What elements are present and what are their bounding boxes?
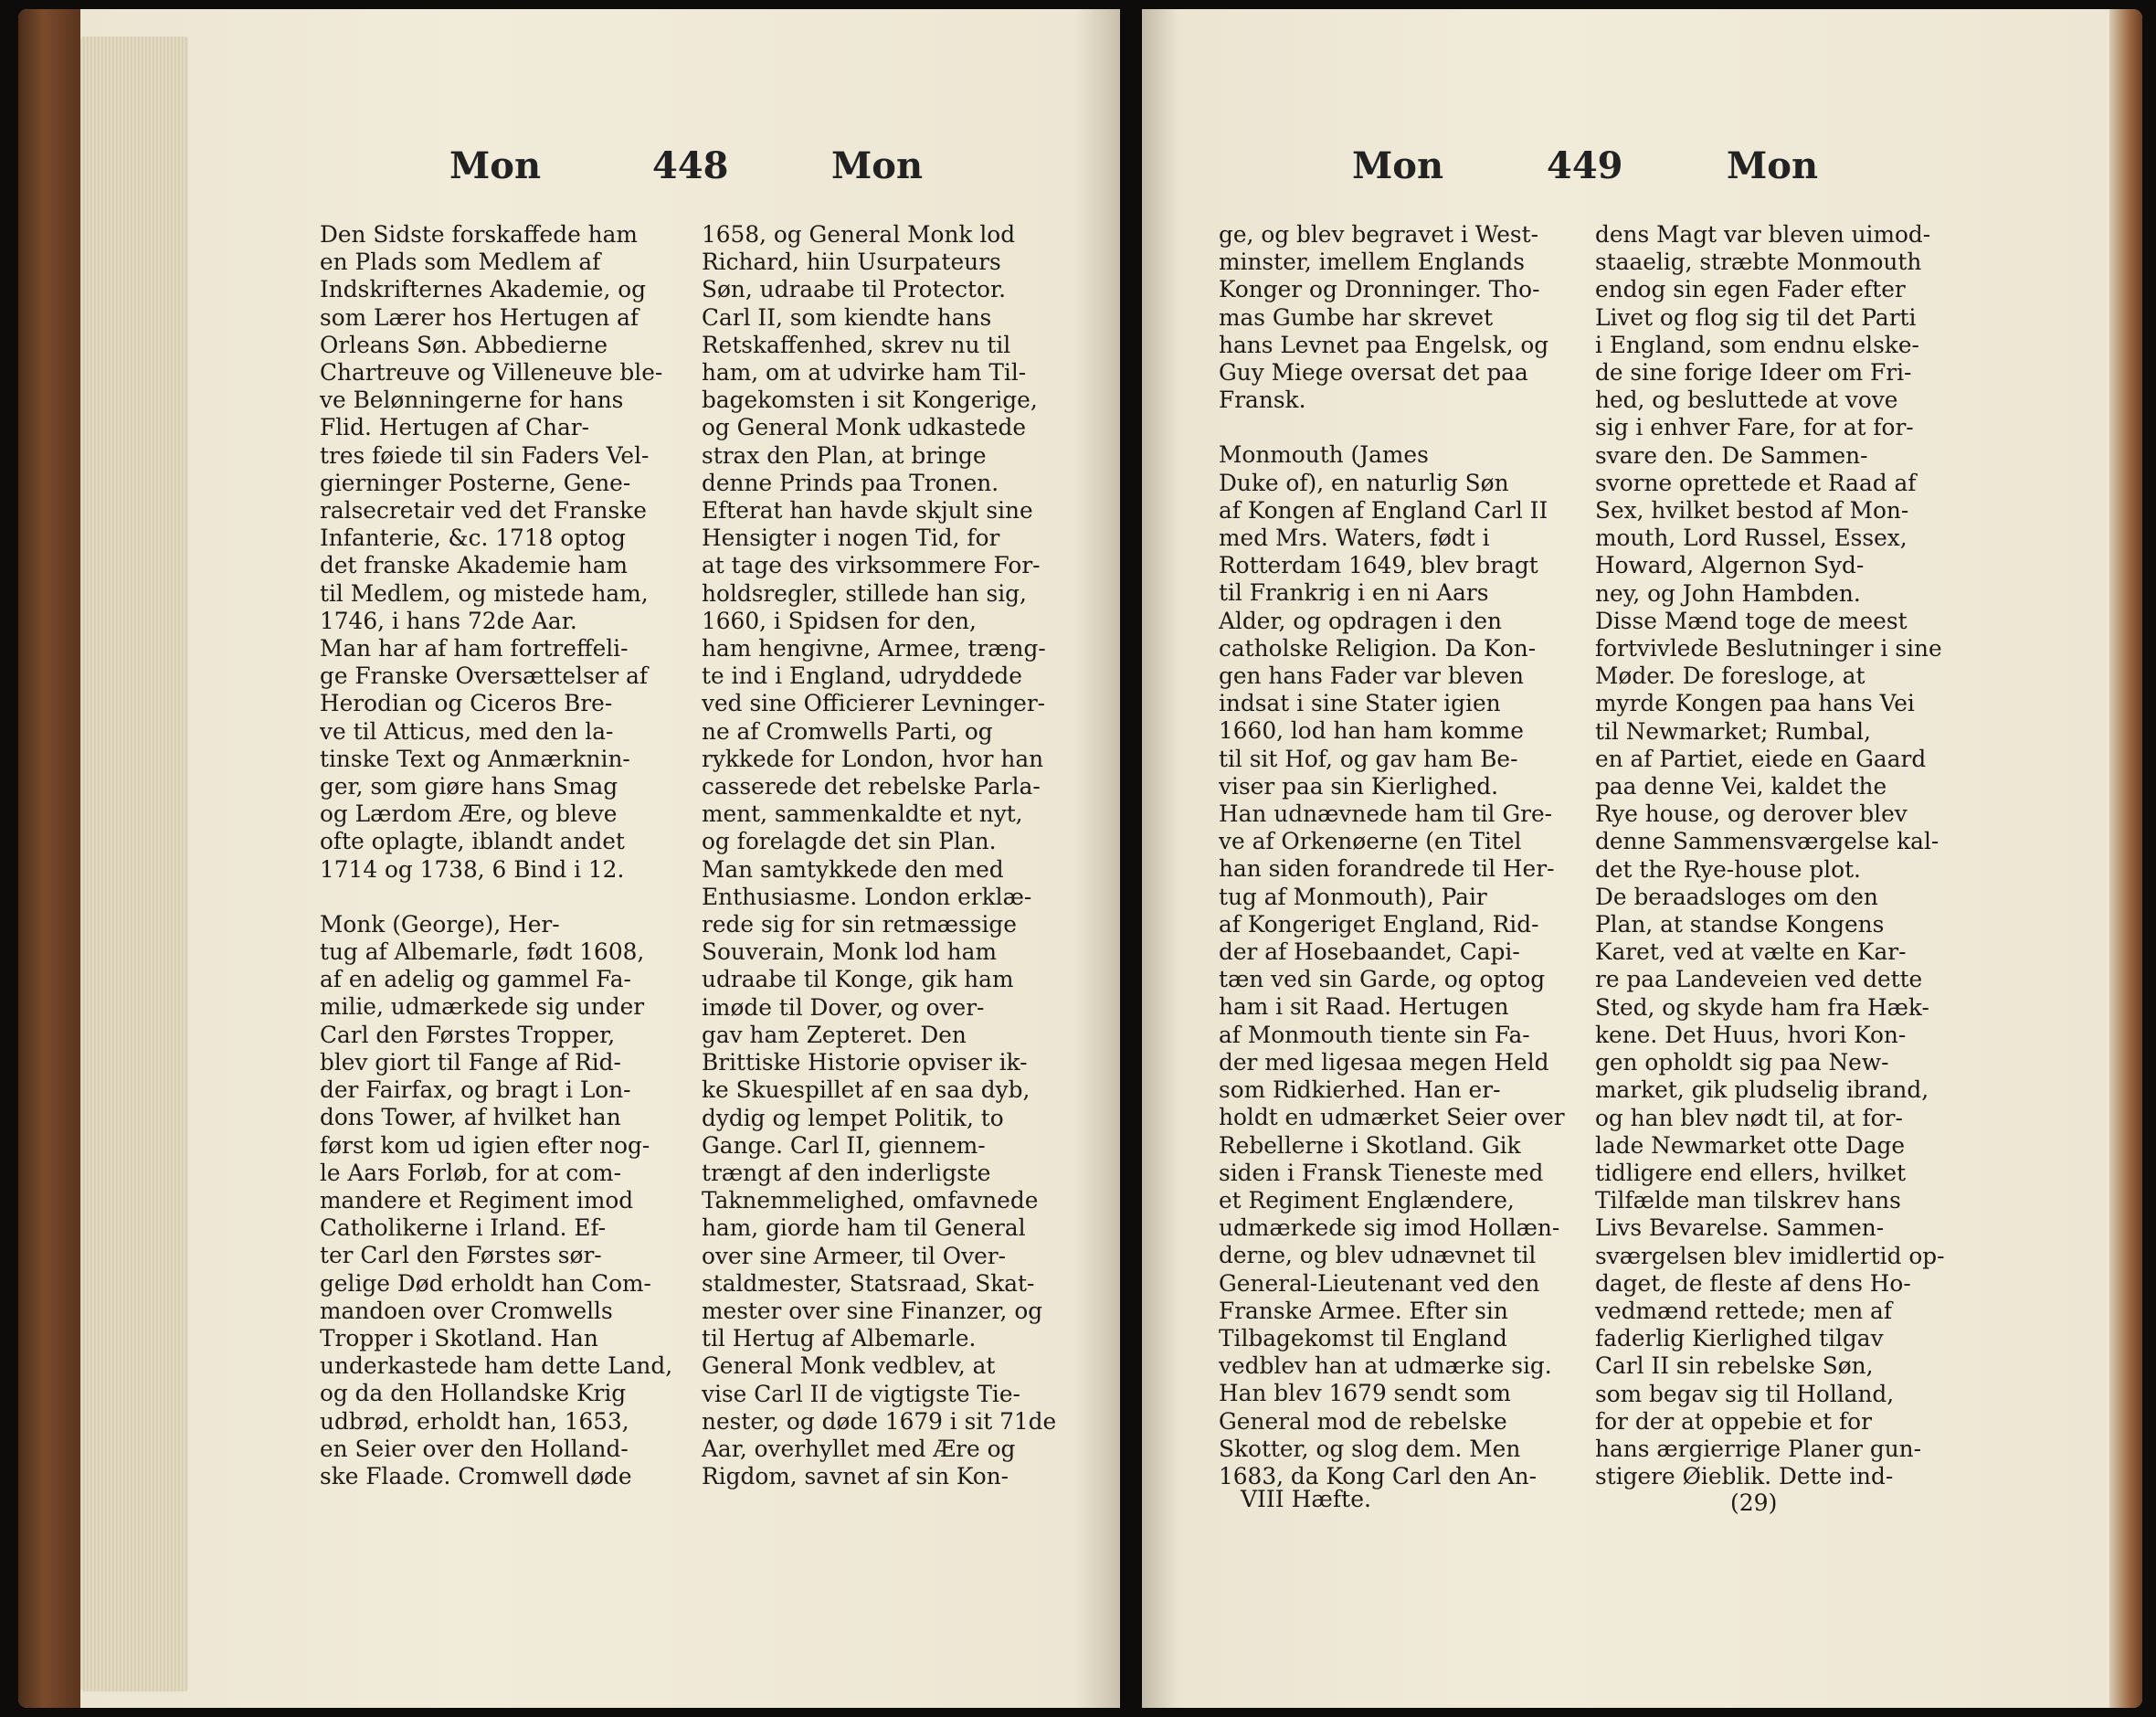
text-line: daget, de fleste af dens Ho- [1595, 1269, 1911, 1297]
text-line: Rigdom, savnet af sin Kon- [702, 1463, 1009, 1490]
text-line: en Seier over den Holland- [320, 1435, 629, 1462]
left-page-column-2 [702, 221, 1056, 1490]
text-line: 1683, da Kong Carl den An- [1219, 1462, 1538, 1489]
text-line: en Plads som Medlem af [320, 249, 601, 276]
text-line: siden i Fransk Tieneste med [1219, 1159, 1544, 1186]
text-line: paa denne Vei, kaldet the [1595, 773, 1887, 800]
text-line: Hensigter i nogen Tid, for [702, 525, 1000, 552]
text-line: milie, udmærkede sig under [320, 993, 645, 1021]
right-running-header [1142, 144, 2142, 199]
text-line: hans ærgierrige Planer gun- [1595, 1435, 1922, 1462]
text-line: som begav sig til Holland, [1595, 1380, 1895, 1407]
text-line: re paa Landeveien ved dette [1595, 966, 1923, 993]
text-line: ham, giorde ham til General [702, 1214, 1026, 1242]
text-line: Carl II sin rebelske Søn, [1595, 1352, 1874, 1380]
text-line: Howard, Algernon Syd- [1595, 552, 1865, 579]
text-line: indsat i sine Stater igien [1219, 690, 1501, 717]
text-line: Han udnævnede ham til Gre- [1219, 800, 1553, 828]
text-line: General mod de rebelske [1219, 1407, 1507, 1435]
text-line: mandere et Regiment imod [320, 1186, 634, 1214]
text-line: ve Belønningerne for hans [320, 387, 624, 414]
text-line: Rotterdam 1649, blev bragt [1219, 552, 1538, 579]
page-edges [80, 37, 188, 1691]
text-line: trængt af den inderligste [702, 1159, 991, 1186]
text-line: Man samtykkede den med [702, 855, 1004, 883]
text-line: af Kongeriget England, Rid- [1219, 910, 1539, 938]
text-line: mandoen over Cromwells [320, 1297, 613, 1324]
text-line: kene. Det Huus, hvori Kon- [1595, 1021, 1907, 1048]
text-line: fortvivlede Beslutninger i sine [1595, 635, 1942, 662]
text-line: ge Franske Oversættelser af [320, 662, 649, 690]
text-line: tug af Albemarle, født 1608, [320, 938, 645, 966]
leather-cover-right [2109, 9, 2142, 1708]
text-line: ham hengivne, Armee, træng- [702, 635, 1046, 662]
text-line: General Monk vedblev, at [702, 1352, 996, 1380]
text-line: de sine forige Ideer om Fri- [1595, 359, 1912, 387]
text-line: Rebellerne i Skotland. Gik [1219, 1131, 1521, 1159]
text-line: derne, og blev udnævnet til [1219, 1242, 1537, 1269]
text-line: Tilfælde man tilskrev hans [1595, 1187, 1901, 1214]
text-line: Infanterie, &c. 1718 optog [320, 525, 626, 552]
text-line: ke Skuespillet af en saa dyb, [702, 1076, 1030, 1104]
text-line: over sine Armeer, til Over- [702, 1242, 1007, 1269]
text-line: som Lærer hos Hertugen af [320, 303, 639, 331]
text-line: gelige Død erholdt han Com- [320, 1269, 651, 1297]
text-line: Brittiske Historie opviser ik- [702, 1049, 1028, 1076]
text-line: market, gik pludselig ibrand, [1595, 1076, 1929, 1104]
text-line: og forelagde det sin Plan. [702, 828, 997, 855]
gutter-shadow-right [1142, 9, 1178, 1708]
text-line: udmærkede sig imod Hollæn- [1219, 1214, 1560, 1242]
right-page [1142, 9, 2142, 1708]
text-line: lade Newmarket otte Dage [1595, 1131, 1906, 1159]
text-line: Møder. De foresloge, at [1595, 662, 1865, 690]
text-line: Carl II, som kiendte hans [702, 303, 992, 331]
gutter-shadow-left [1074, 9, 1120, 1708]
text-line: ge, og blev begravet i West- [1219, 221, 1538, 248]
text-line: en af Partiet, eiede en Gaard [1595, 745, 1927, 772]
text-line: ske Flaade. Cromwell døde [320, 1462, 632, 1489]
text-line: Aar, overhyllet med Ære og [702, 1435, 1016, 1462]
text-line: denne Sammensværgelse kal- [1595, 828, 1939, 855]
text-line: ved sine Officierer Levninger- [702, 690, 1046, 717]
text-line: Fransk. [1219, 387, 1306, 414]
text-line: Livet og flog sig til det Parti [1595, 303, 1917, 331]
text-line: Søn, udraabe til Protector. [702, 276, 1006, 303]
text-line: Man har af ham fortreffeli- [320, 635, 629, 662]
text-line: 1714 og 1738, 6 Bind i 12. [320, 855, 625, 883]
text-line: tidligere end ellers, hvilket [1595, 1159, 1907, 1186]
text-line [1219, 414, 1565, 441]
text-line: rykkede for London, hvor han [702, 745, 1044, 772]
text-line: Efterat han havde skjult sine [702, 497, 1033, 525]
text-line: staaelig, stræbte Monmouth [1595, 249, 1922, 276]
left-page-column-1 [320, 221, 672, 1490]
left-header-keyword-right: Mon [831, 144, 924, 187]
text-line: til Frankrig i en ni Aars [1219, 579, 1489, 607]
text-line: Herodian og Ciceros Bre- [320, 690, 613, 717]
right-page-number: 449 [1547, 144, 1623, 187]
text-line: Taknemmelighed, omfavnede [702, 1187, 1039, 1214]
text-line: tug af Monmouth), Pair [1219, 883, 1487, 910]
text-line: Monk (George), Her- [320, 910, 560, 938]
text-line: Flid. Hertugen af Char- [320, 414, 589, 441]
text-line: nester, og døde 1679 i sit 71de [702, 1407, 1057, 1435]
text-line: Konger og Dronninger. Tho- [1219, 276, 1540, 303]
text-line: denne Prinds paa Tronen. [702, 469, 999, 496]
text-line: casserede det rebelske Parla- [702, 773, 1041, 800]
text-line: gen hans Fader var bleven [1219, 662, 1524, 690]
text-line: ve af Orkenøerne (en Titel [1219, 828, 1522, 855]
text-line: vedblev han at udmærke sig. [1219, 1352, 1552, 1380]
text-line: Tropper i Skotland. Han [320, 1324, 598, 1351]
text-line: til Newmarket; Rumbal, [1595, 717, 1871, 745]
text-line: ham i sit Raad. Hertugen [1219, 993, 1509, 1021]
text-line: i England, som endnu elske- [1595, 331, 1919, 358]
text-line: blev giort til Fange af Rid- [320, 1048, 621, 1076]
text-line: Franske Armee. Efter sin [1219, 1297, 1508, 1324]
text-line: svorne oprettede et Raad af [1595, 469, 1917, 496]
text-line: tinske Text og Anmærknin- [320, 745, 630, 772]
text-line: Souverain, Monk lod ham [702, 938, 997, 966]
text-line: Tilbagekomst til England [1219, 1324, 1507, 1351]
text-line: ger, som giøre hans Smag [320, 773, 618, 800]
text-line: viser paa sin Kierlighed. [1219, 772, 1499, 800]
text-line: gierninger Posterne, Gene- [320, 469, 631, 496]
text-line: at tage des virksommere For- [702, 552, 1041, 579]
text-line: det the Rye-house plot. [1595, 855, 1861, 883]
text-line: Den Sidste forskaffede ham [320, 221, 638, 248]
leather-cover-left [18, 9, 80, 1708]
text-line: Retskaffenhed, skrev nu til [702, 331, 1011, 358]
text-line: gav ham Zepteret. Den [702, 1021, 967, 1048]
text-line: der Fairfax, og bragt i Lon- [320, 1076, 631, 1104]
text-line: Monmouth (James [1219, 441, 1429, 469]
text-line: hed, og besluttede at vove [1595, 387, 1898, 414]
text-line: vise Carl II de vigtigste Tie- [702, 1380, 1020, 1407]
text-line: ne af Cromwells Parti, og [702, 717, 993, 745]
text-line: stigere Øieblik. Dette ind- [1595, 1463, 1894, 1490]
text-line: myrde Kongen paa hans Vei [1595, 690, 1915, 717]
text-line: holdsregler, stillede han sig, [702, 579, 1027, 607]
signature-mark: VIII Hæfte. [1241, 1486, 1371, 1512]
text-line: og General Monk udkastede [702, 414, 1027, 441]
text-line: vedmænd rettede; men af [1595, 1297, 1893, 1324]
text-line: af en adelig og gammel Fa- [320, 966, 631, 993]
text-line: ment, sammenkaldte et nyt, [702, 800, 1023, 828]
text-line: Guy Miege oversat det paa [1219, 359, 1528, 387]
text-line: og da den Hollandske Krig [320, 1380, 627, 1407]
sheet-number: (29) [1730, 1489, 1778, 1516]
left-header-keyword-left: Mon [449, 144, 542, 187]
text-line: Duke of), en naturlig Søn [1219, 469, 1509, 496]
text-line: 1660, i Spidsen for den, [702, 607, 977, 634]
text-line: Alder, og opdragen i den [1219, 607, 1503, 634]
text-line: som Ridkierhed. Han er- [1219, 1076, 1501, 1104]
text-line: Carl den Førstes Tropper, [320, 1021, 616, 1048]
left-page-number: 448 [652, 144, 729, 187]
text-line: endog sin egen Fader efter [1595, 276, 1906, 303]
text-line: til Hertug af Albemarle. [702, 1325, 977, 1352]
text-line: mas Gumbe har skrevet [1219, 303, 1494, 331]
text-line: Catholikerne i Irland. Ef- [320, 1214, 607, 1242]
text-line: ham, om at udvirke ham Til- [702, 359, 1027, 387]
text-line: Livs Bevarelse. Sammen- [1595, 1214, 1885, 1242]
text-line: Han blev 1679 sendt som [1219, 1380, 1511, 1407]
text-line: De beraadsloges om den [1595, 883, 1878, 910]
text-line: catholske Religion. Da Kon- [1219, 634, 1537, 662]
text-line: til sit Hof, og gav ham Be- [1219, 745, 1518, 772]
text-line: strax den Plan, at bringe [702, 441, 987, 469]
text-line: dydig og lempet Politik, to [702, 1104, 1004, 1131]
text-line: underkastede ham dette Land, [320, 1352, 673, 1380]
text-line: faderlig Kierlighed tilgav [1595, 1325, 1884, 1352]
right-page-column-1 [1219, 221, 1565, 1490]
text-line: bagekomsten i sit Kongerige, [702, 387, 1038, 414]
text-line: gen opholdt sig paa New- [1595, 1049, 1889, 1076]
text-line: hans Levnet paa Engelsk, og [1219, 331, 1549, 358]
text-line: og han blev nødt til, at for- [1595, 1104, 1903, 1131]
text-line: og Lærdom Ære, og bleve [320, 800, 618, 828]
text-line: han siden forandrede til Her- [1219, 855, 1555, 883]
text-line: holdt en udmærket Seier over [1219, 1104, 1565, 1131]
text-line: mouth, Lord Russel, Essex, [1595, 525, 1908, 552]
text-line: svare den. De Sammen- [1595, 441, 1868, 469]
text-line: udraabe til Konge, gik ham [702, 966, 1014, 993]
text-line: 1746, i hans 72de Aar. [320, 607, 577, 634]
text-line: General-Lieutenant ved den [1219, 1269, 1540, 1297]
text-line: le Aars Forløb, for at com- [320, 1159, 621, 1186]
text-line: for der at oppebie et for [1595, 1407, 1872, 1435]
text-line: sværgelsen blev imidlertid op- [1595, 1242, 1945, 1269]
text-line: staldmester, Statsraad, Skat- [702, 1269, 1035, 1297]
text-line: Karet, ved at vælte en Kar- [1595, 938, 1907, 966]
text-line: et Regiment Englændere, [1219, 1186, 1515, 1214]
text-line: Richard, hiin Usurpateurs [702, 249, 1001, 276]
text-line [320, 884, 672, 911]
text-line: te ind i England, udryddede [702, 662, 1022, 690]
text-line: ter Carl den Førstes sør- [320, 1242, 602, 1269]
text-line: 1660, lod han ham komme [1219, 717, 1524, 745]
text-line: Plan, at standse Kongens [1595, 911, 1885, 938]
left-running-header [18, 144, 1120, 199]
text-line: der af Hosebaandet, Capi- [1219, 938, 1520, 966]
text-line: Gange. Carl II, giennem- [702, 1131, 986, 1159]
text-line: imøde til Dover, og over- [702, 993, 985, 1021]
text-line: rede sig for sin retmæssige [702, 911, 1017, 938]
text-line: ofte oplagte, iblandt andet [320, 828, 625, 855]
text-line: udbrød, erholdt han, 1653, [320, 1407, 629, 1435]
left-page [18, 9, 1120, 1708]
text-line: med Mrs. Waters, født i [1219, 525, 1490, 552]
text-line: Indskrifternes Akademie, og [320, 276, 647, 303]
text-line: sig i enhver Fare, for at for- [1595, 414, 1914, 441]
text-line: tres føiede til sin Faders Vel- [320, 441, 650, 469]
text-line: Orleans Søn. Abbedierne [320, 331, 608, 358]
text-line: tæn ved sin Garde, og optog [1219, 966, 1546, 993]
text-line: Sted, og skyde ham fra Hæk- [1595, 993, 1929, 1021]
text-line: ve til Atticus, med den la- [320, 717, 614, 745]
right-header-keyword-right: Mon [1727, 144, 1819, 187]
text-line: dens Magt var bleven uimod- [1595, 221, 1931, 248]
text-line: mester over sine Finanzer, og [702, 1297, 1043, 1324]
text-line: Disse Mænd toge de meest [1595, 607, 1908, 634]
text-line: til Medlem, og mistede ham, [320, 579, 649, 607]
text-line: af Monmouth tiente sin Fa- [1219, 1021, 1530, 1048]
right-header-keyword-left: Mon [1352, 144, 1444, 187]
text-line: minster, imellem Englands [1219, 249, 1525, 276]
text-line: Enthusiasme. London erklæ- [702, 883, 1032, 910]
text-line: Rye house, og derover blev [1595, 800, 1908, 828]
text-line: der med ligesaa megen Held [1219, 1048, 1549, 1076]
text-line: det franske Akademie ham [320, 552, 629, 579]
text-line: først kom ud igien efter nog- [320, 1131, 650, 1159]
text-line: Chartreuve og Villeneuve ble- [320, 359, 663, 387]
text-line: dons Tower, af hvilket han [320, 1104, 621, 1131]
text-line: Sex, hvilket bestod af Mon- [1595, 497, 1909, 525]
text-line: Skotter, og slog dem. Men [1219, 1435, 1521, 1462]
text-line: af Kongen af England Carl II [1219, 496, 1548, 524]
text-line: ney, og John Hambden. [1595, 579, 1861, 607]
right-page-column-2 [1595, 221, 1945, 1490]
text-line: ralsecretair ved det Franske [320, 497, 647, 525]
text-line: 1658, og General Monk lod [702, 221, 1016, 248]
